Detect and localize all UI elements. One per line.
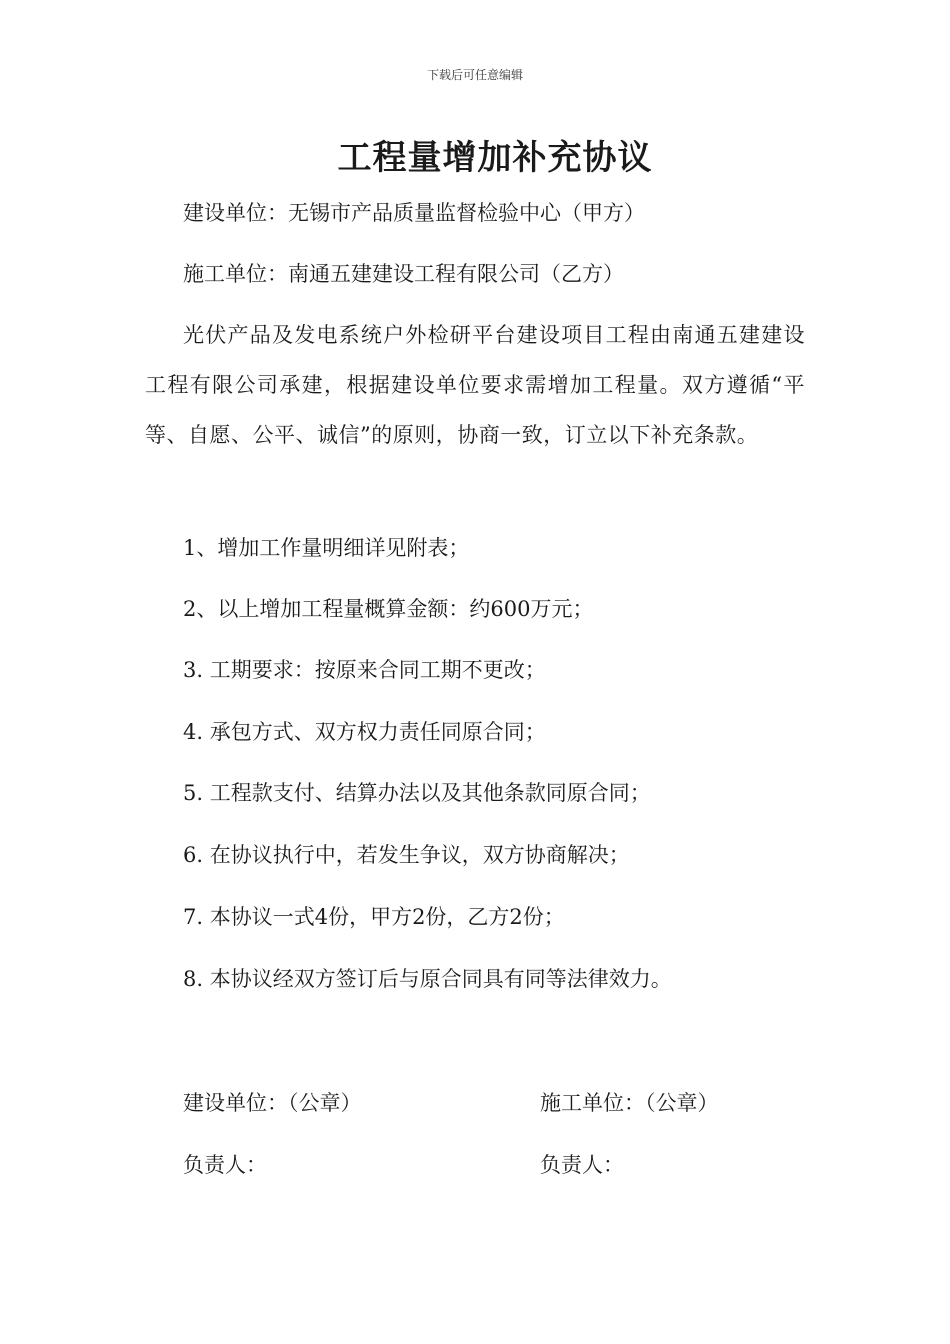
header-note: 下载后可任意编辑 bbox=[426, 68, 523, 82]
document-title: 工程量增加补充协议 bbox=[337, 138, 653, 178]
clause-4: 4. 承包方式、双方权力责任同原合同； bbox=[183, 720, 546, 744]
party-b-line: 施工单位：南通五建建设工程有限公司（乙方） bbox=[183, 262, 624, 286]
clause-8: 8. 本协议经双方签订后与原合同具有同等法律效力。 bbox=[183, 967, 672, 991]
right-seal-label: 施工单位：（公章） bbox=[540, 1091, 719, 1115]
clause-1: 1、增加工作量明细详见附表； bbox=[183, 536, 470, 560]
clause-7: 7. 本协议一式4份，甲方2份，乙方2份； bbox=[183, 905, 565, 929]
clause-5: 5. 工程款支付、结算办法以及其他条款同原合同； bbox=[183, 781, 651, 805]
left-person-label: 负责人： bbox=[183, 1153, 267, 1177]
left-seal-label: 建设单位：（公章） bbox=[183, 1091, 362, 1115]
clause-3: 3. 工期要求：按原来合同工期不更改； bbox=[183, 658, 546, 682]
party-a-line: 建设单位：无锡市产品质量监督检验中心（甲方） bbox=[183, 201, 645, 225]
clause-2: 2、以上增加工程量概算金额：约600万元； bbox=[183, 597, 594, 621]
clause-6: 6. 在协议执行中，若发生争议，双方协商解决； bbox=[183, 843, 630, 867]
intro-paragraph: 光伏产品及发电系统户外检研平台建设项目工程由南通五建建设工程有限公司承建，根据建设单位要求需增加工程量。双方遵循“平等、自愿、公平、诚信”的原则，协商一致，订立以下补充条款。 bbox=[145, 323, 805, 447]
right-person-label: 负责人： bbox=[540, 1153, 624, 1177]
